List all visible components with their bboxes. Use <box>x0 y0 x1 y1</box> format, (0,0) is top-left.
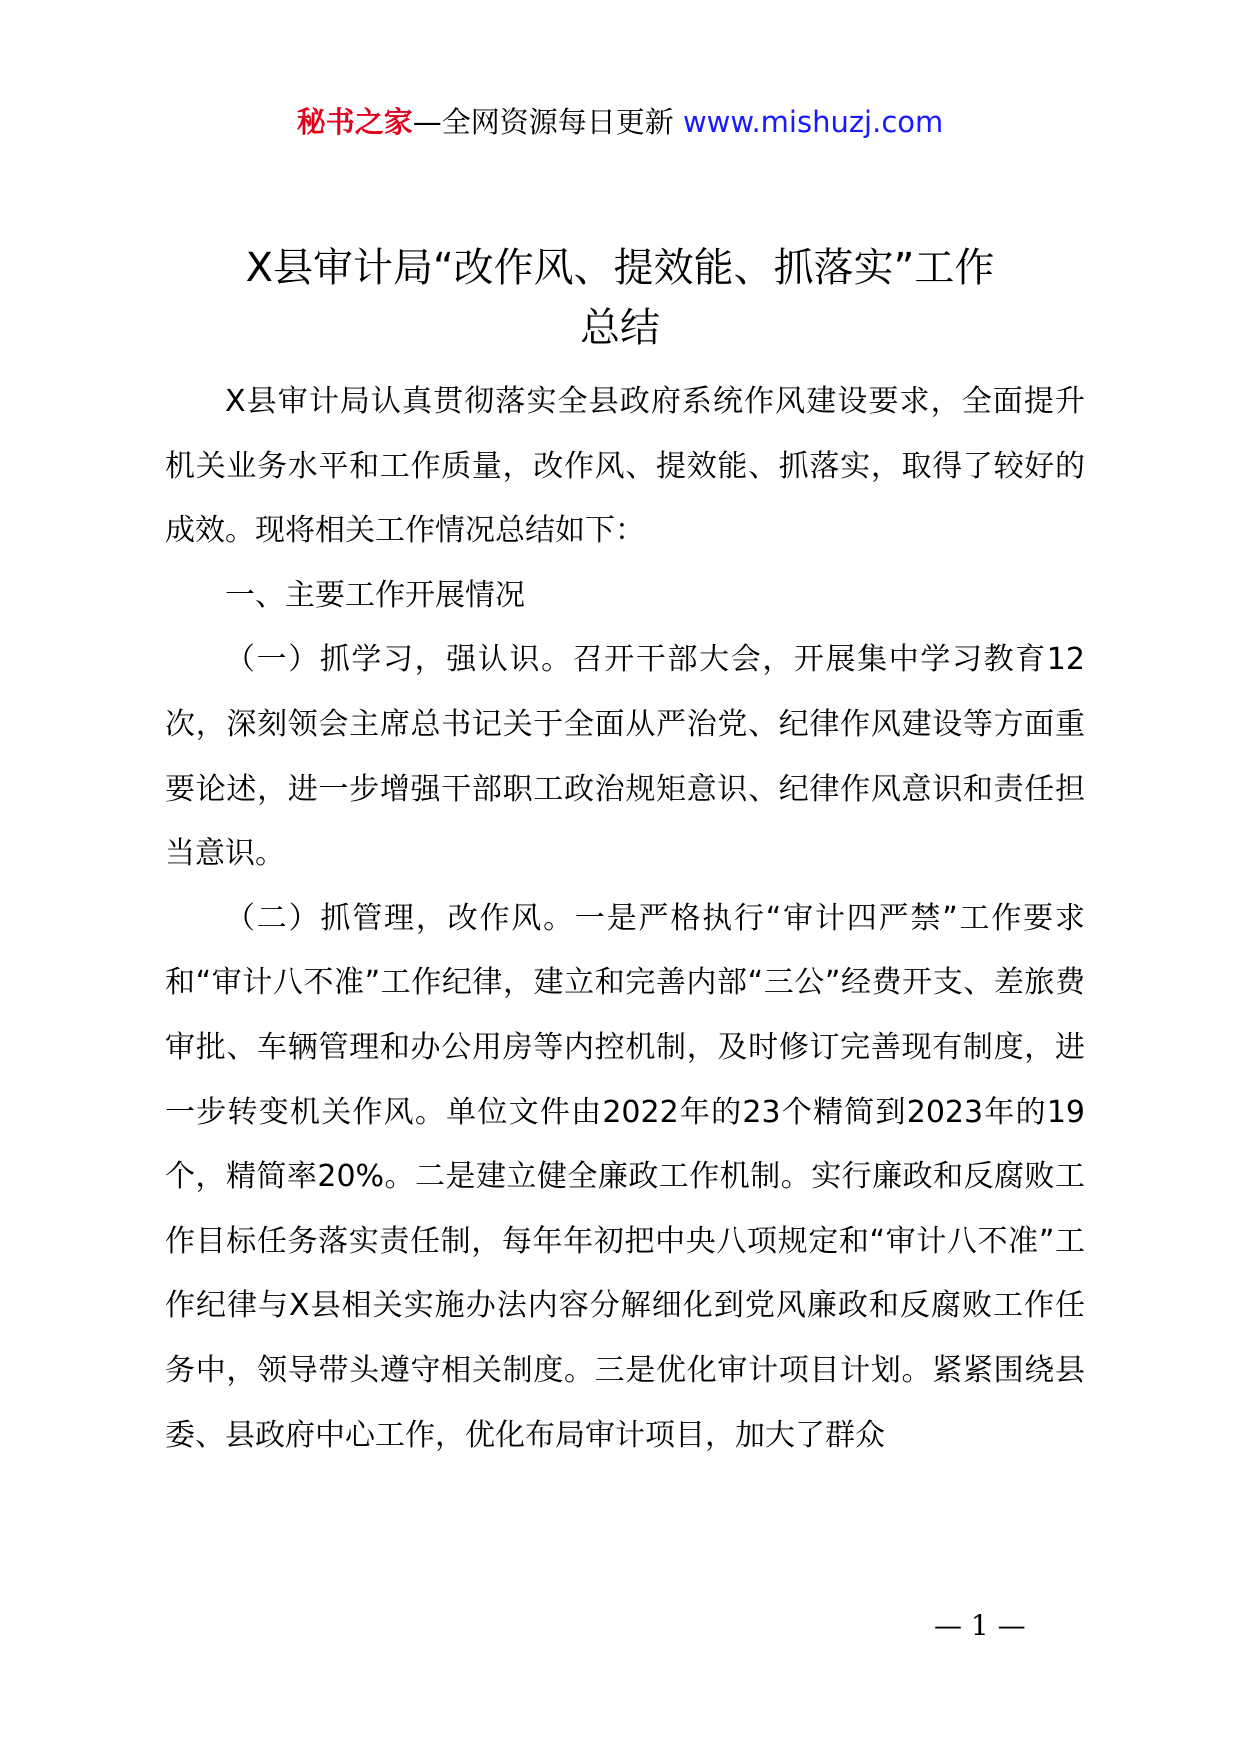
site-header <box>0 100 1240 144</box>
page-number: — 1 — <box>934 1609 1026 1642</box>
title-line-1: X县审计局“改作风、提效能、抓落实”工作 <box>245 245 995 291</box>
body-paragraph-study: （一）抓学习，强认识。召开干部大会，开展集中学习教育12次，深刻领会主席总书记关于全面从严治党、纪律作风建设等方面重要论述，进一步增强干部职工政治规矩意识、纪律作风意识和责任担当意识。 <box>165 642 1085 872</box>
title-line-2: 总结 <box>580 305 660 351</box>
site-tagline: —全网资源每日更新 <box>412 105 683 139</box>
intro-paragraph: X县审计局认真贯彻落实全县政府系统作风建设要求，全面提升机关业务水平和工作质量，改作风、提效能、抓落实，取得了较好的成效。现将相关工作情况总结如下： <box>165 384 1085 549</box>
section-heading: 一、主要工作开展情况 <box>225 577 525 613</box>
site-brand: 秘书之家 <box>296 105 413 139</box>
body-paragraph-management: （二）抓管理，改作风。一是严格执行“审计四严禁”工作要求和“审计八不准”工作纪律，建立和完善内部“三公”经费开支、差旅费审批、车辆管理和办公用房等内控机制，及时修订完善现有制度，进一步转变机关作风。单位文件由2022年的23个精简到2023年的19个，精简率20%。二是建立健全廉政工作机制。实行廉政和反腐败工作目标任务落实责任制，每年年初把中央八项规定和“审计八不准”工作纪律与X县相关实施办法内容分解细化到党风廉政和反腐败工作任务中，领导带头遵守相关制度。三是优化审计项目计划。紧紧围绕县委、县政府中心工作，优化布局审计项目，加大了群众 <box>165 900 1085 1453</box>
document-body <box>165 370 1085 1468</box>
site-url-link[interactable]: www.mishuzj.com <box>682 105 944 139</box>
document-title <box>150 238 1090 358</box>
